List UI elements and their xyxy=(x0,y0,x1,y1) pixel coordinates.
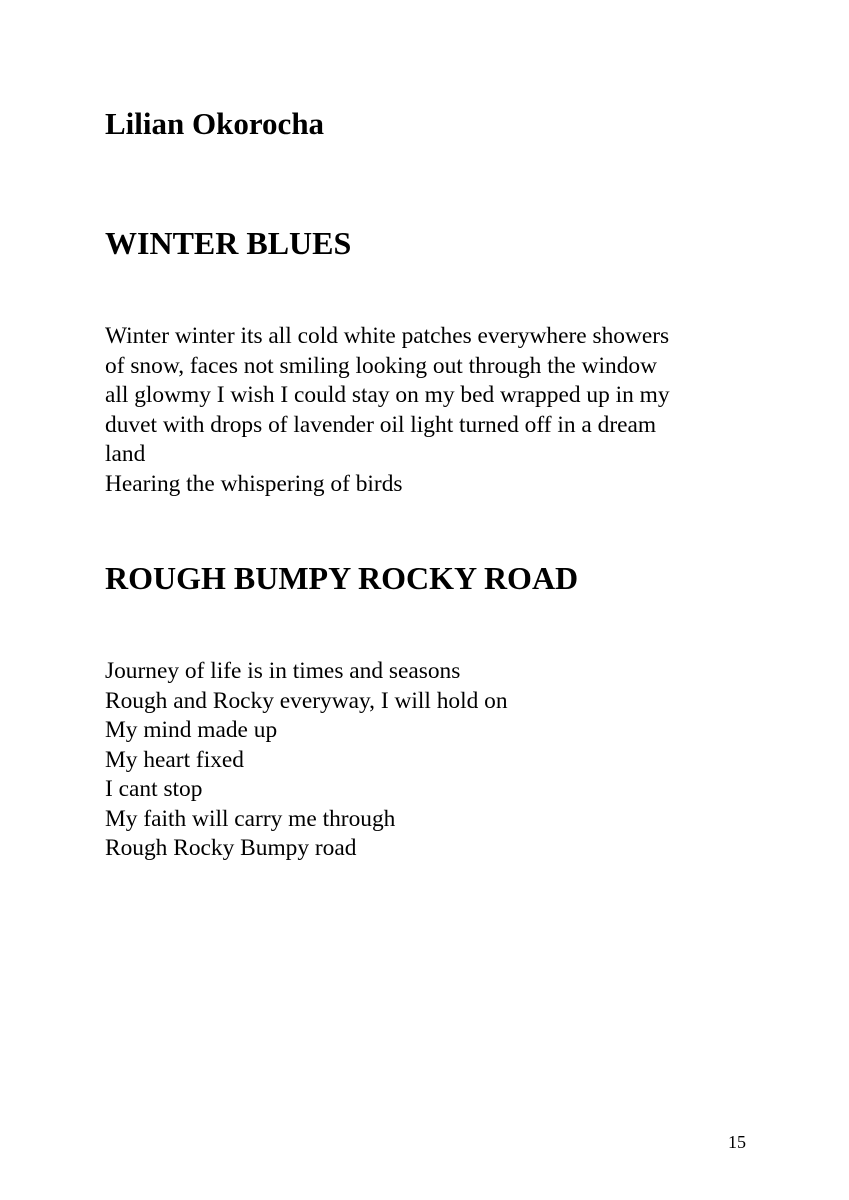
poem-title-rough-bumpy-rocky-road: ROUGH BUMPY ROCKY ROAD xyxy=(105,560,579,596)
poem-line: My mind made up xyxy=(105,717,278,743)
poem-line: Hearing the whispering of birds xyxy=(105,470,403,497)
poem-body-winter-blues xyxy=(105,322,745,499)
poem-title-winter-blues: WINTER BLUES xyxy=(105,225,352,261)
poem-line: Journey of life is in times and seasons xyxy=(105,658,461,684)
page-number: 15 xyxy=(728,1132,746,1152)
poem-line: all glowmy I wish I could stay on my bed wrapped up in my xyxy=(105,382,670,408)
poem-line: My faith will carry me through xyxy=(105,805,396,832)
poem-body-rough-bumpy-rocky-road xyxy=(105,657,745,864)
poem-line: Rough and Rocky everyway, I will hold on xyxy=(105,687,508,714)
author-name: Lilian Okorocha xyxy=(105,106,325,141)
poem-line: duvet with drops of lavender oil light turned off in a dream xyxy=(105,411,657,438)
poem-line: My heart fixed xyxy=(105,746,244,773)
poem-line: land xyxy=(105,441,146,467)
poem-line: Rough Rocky Bumpy road xyxy=(105,835,357,861)
poem-line: I cant stop xyxy=(105,776,203,802)
poem-line: Winter winter its all cold white patches everywhere showers xyxy=(105,323,670,349)
poem-line: of snow, faces not smiling looking out through the window xyxy=(105,352,658,379)
